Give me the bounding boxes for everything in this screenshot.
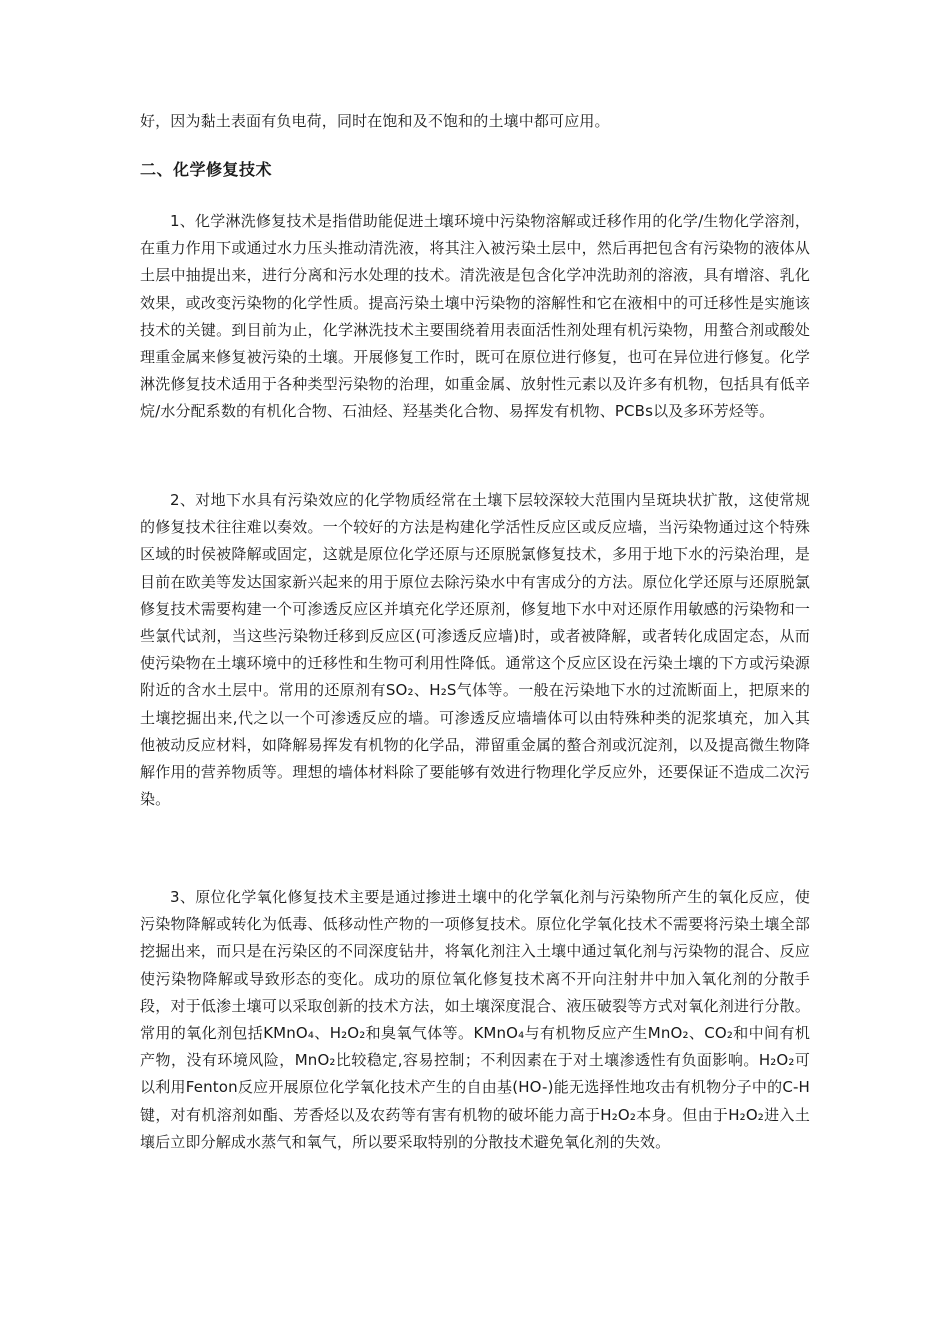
- paragraph-in-situ-reduction: 2、对地下水具有污染效应的化学物质经常在土壤下层较深较大范围内呈斑块状扩散，这使常规的修复技术往往难以奏效。一个较好的方法是构建化学活性反应区或反应墙，当污染物通过这个特殊区域的时侯被降解或固定，这就是原位化学还原与还原脱氯修复技术，多用于地下水的污染治理，是目前在欧美等发达国家新兴起来的用于原位去除污染水中有害成分的方法。原位化学还原与还原脱氯修复技术需要构建一个可渗透反应区并填充化学还原剂，修复地下水中对还原作用敏感的污染物和一些氯代试剂，当这些污染物迁移到反应区(可渗透反应墙)时，或者被降解，或者转化成固定态，从而使污染物在土壤环境中的迁移性和生物可利用性降低。通常这个反应区设在污染土壤的下方或污染源附近的含水土层中。常用的还原剂有SO₂、H₂S气体等。一般在污染地下水的过流断面上，把原来的土壤挖掘出来,代之以一个可渗透反应的墙。可渗透反应墙墙体可以由特殊种类的泥浆填充，加入其他被动反应材料，如降解易挥发有机物的化学品，滞留重金属的螯合剂或沉淀剂，以及提高微生物降解作用的营养物质等。理想的墙体材料除了要能够有效进行物理化学反应外，还要保证不造成二次污染。: [140, 491, 810, 809]
- paragraph-in-situ-oxidation: 3、原位化学氧化修复技术主要是通过掺进土壤中的化学氧化剂与污染物所产生的氧化反应，使污染物降解或转化为低毒、低移动性产物的一项修复技术。原位化学氧化技术不需要将污染土壤全部挖掘出来，而只是在污染区的不同深度钻井，将氧化剂注入土壤中通过氧化剂与污染物的混合、反应使污染物降解或导致形态的变化。成功的原位氧化修复技术离不开向注射井中加入氧化剂的分散手段，对于低渗土壤可以采取创新的技术方法，如土壤深度混合、液压破裂等方式对氧化剂进行分散。常用的氧化剂包括KMnO₄、H₂O₂和臭氧气体等。KMnO₄与有机物反应产生MnO₂、CO₂和中间有机产物，没有环境风险，MnO₂比较稳定,容易控制；不利因素在于对土壤渗透性有负面影响。H₂O₂可以利用Fenton反应开展原位化学氧化技术产生的自由基(HO-)能无选择性地攻击有机物分子中的C-H键，对有机溶剂如酯、芳香烃以及农药等有害有机物的破坏能力高于H₂O₂本身。但由于H₂O₂进入土壤后立即分解成水蒸气和氧气，所以要采取特别的分散技术避免氧化剂的失效。: [140, 888, 810, 1151]
- continuation-text: 好，因为黏土表面有负电荷，同时在饱和及不饱和的土壤中都可应用。: [140, 112, 610, 130]
- paragraph-chemical-washing: 1、化学淋洗修复技术是指借助能促进土壤环境中污染物溶解或迁移作用的化学/生物化学溶剂，在重力作用下或通过水力压头推动清洗液，将其注入被污染土层中，然后再把包含有污染物的液体从土层中抽提出来，进行分离和污水处理的技术。清洗液是包含化学冲洗助剂的溶液，具有增溶、乳化效果，或改变污染物的化学性质。提高污染土壤中污染物的溶解性和它在液相中的可迁移性是实施该技术的关键。到目前为止，化学淋洗技术主要围绕着用表面活性剂处理有机污染物，用螯合剂或酸处理重金属来修复被污染的土壤。开展修复工作时，既可在原位进行修复，也可在异位进行修复。化学淋洗修复技术适用于各种类型污染物的治理，如重金属、放射性元素以及许多有机物，包括具有低辛烷/水分配系数的有机化合物、石油烃、羟基类化合物、易挥发有机物、PCBs以及多环芳烃等。: [140, 212, 810, 421]
- section-heading: 二、化学修复技术: [140, 160, 273, 179]
